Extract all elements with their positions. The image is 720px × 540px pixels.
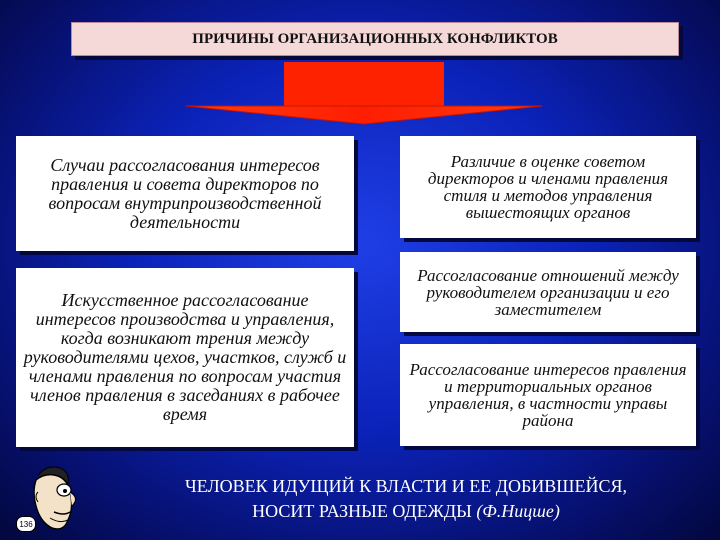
page-number: 136 (16, 516, 36, 532)
cause-text-4: Рассогласование отношений между руководителем организации и его заместителем (417, 265, 679, 319)
cause-text-2: Искусственное рассогласование интересов производства и управления, когда возникают трения между руководителями цехов, участков, служб и членами правления по вопросам участия членов правления в заседаниях в рабочее время (23, 290, 347, 424)
cause-box-2 (16, 268, 354, 447)
cause-text-1: Случаи рассогласования интересов правления и совета директоров по вопросам внутрипроизводственной деятельности (48, 154, 322, 232)
cause-box-1 (16, 136, 354, 251)
page-title: ПРИЧИНЫ ОРГАНИЗАЦИОННЫХ КОНФЛИКТОВ (71, 22, 679, 56)
cause-box-3 (400, 136, 696, 238)
down-arrow-icon (180, 60, 548, 126)
quote-line-2-text: НОСИТ РАЗНЫЕ ОДЕЖДЫ (252, 501, 477, 521)
nietzsche-quote (100, 474, 712, 524)
cause-text-3: Различие в оценке советом директоров и членами правления стиля и методов управления вышестоящих органов (427, 152, 669, 222)
quote-line-2 (100, 499, 712, 524)
quote-author: (Ф.Ницше) (476, 501, 560, 521)
cause-box-4 (400, 252, 696, 332)
cause-box-5 (400, 344, 696, 446)
quote-line-1: ЧЕЛОВЕК ИДУЩИЙ К ВЛАСТИ И ЕЕ ДОБИВШЕЙСЯ, (185, 476, 627, 496)
cause-text-5: Рассогласование интересов правления и территориальных органов управления, в частности управы района (409, 360, 687, 430)
